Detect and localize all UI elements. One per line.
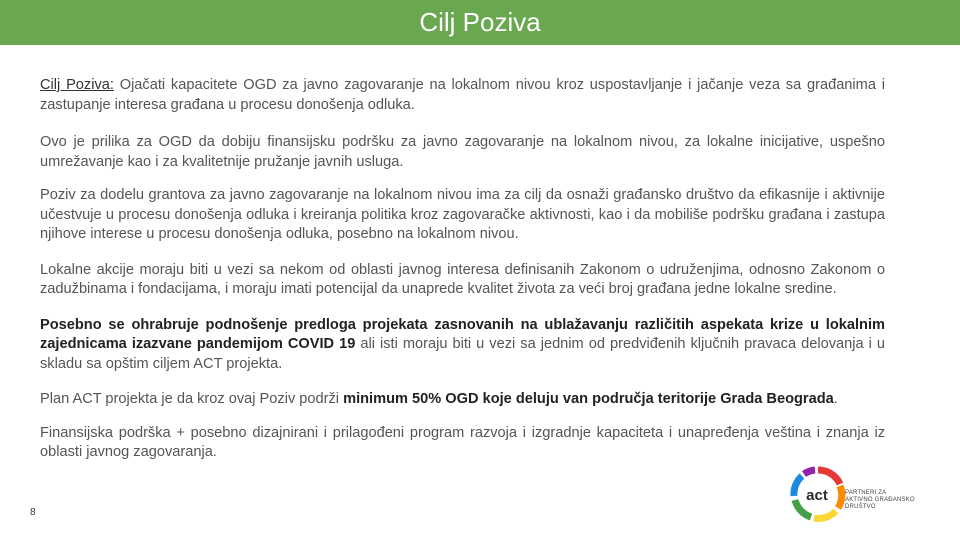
paragraph-covid [40, 316, 885, 375]
paragraph-plan [40, 390, 885, 410]
covid-emphasis: Posebno se ohrabruje podnošenje predloga projekata zasnovanih na ublažavanju različitih aspekata krize u lokalnim zajednicama izazvane pandemijom COVID 19 [40, 316, 885, 352]
plan-emphasis: minimum 50% OGD koje deluju van područja teritorije Grada Beograda [343, 391, 834, 407]
goal-label: Cilj Poziva: [40, 77, 114, 93]
goal-text: Ojačati kapacitete OGD za javno zagovaranje na lokalnom nivou kroz uspostavljanje i jačanje veza sa građanima i zastupanje interesa građana u procesu donošenja odluka. [40, 77, 885, 113]
logo-line-3: DRUŠTVO [845, 504, 876, 510]
plan-start: Plan ACT projekta je da kroz ovaj Poziv podrži [40, 391, 344, 407]
paragraph-grants: Poziv za dodelu grantova za javno zagovaranje na lokalnom nivou ima za cilj da osnaži građansko društvo da efikasnije i aktivnije učestvuje u procesu donošenja odluka i kreiranja politika kroz zagovaračke aktivnosti, kao i da mobiliše podršku građana i zastupa njihove interese u procesu donošenja odluka, posebno na lokalnom nivou. [40, 187, 885, 242]
page-number: 8 [30, 507, 36, 518]
logo-word: act [806, 487, 828, 504]
body-content [40, 76, 885, 463]
logo-caption [845, 490, 935, 511]
paragraph-goal [40, 76, 885, 115]
title-bar [0, 0, 960, 45]
paragraph-opportunity: Ovo je prilika za OGD da dobiju finansijsku podršku za javno zagovaranje na lokalnom nivou, za lokalne inicijative, uspešno umrežavanje kao i za kvalitetnije pružanje javnih usluga. [40, 134, 885, 170]
logo-line-1: PARTNERI ZA [845, 490, 887, 496]
page-title: Cilj Poziva [419, 7, 541, 37]
logo-line-2: AKTIVNO GRAĐANSKO [845, 497, 915, 503]
plan-end: . [833, 391, 838, 407]
paragraph-support: Finansijska podrška + posebno dizajnirani i prilagođeni program razvoja i izgradnje kapaciteta i unapređenja veština i znanja iz oblasti javnog zagovaranja. [40, 424, 885, 460]
paragraph-local-actions: Lokalne akcije moraju biti u vezi sa nekom od oblasti javnog interesa definisanih Zakonom o udruženjima, odnosno Zakonom o zadužbinama i fondacijama, i moraju imati potencijal da unaprede kvalitet života za veći broj građana jedne lokalne sredine. [40, 261, 885, 297]
covid-rest: ali isti moraju biti u vezi sa jednim od predviđenih ključnih pravaca delovanja i u skladu sa opštim ciljem ACT projekta. [40, 336, 885, 372]
